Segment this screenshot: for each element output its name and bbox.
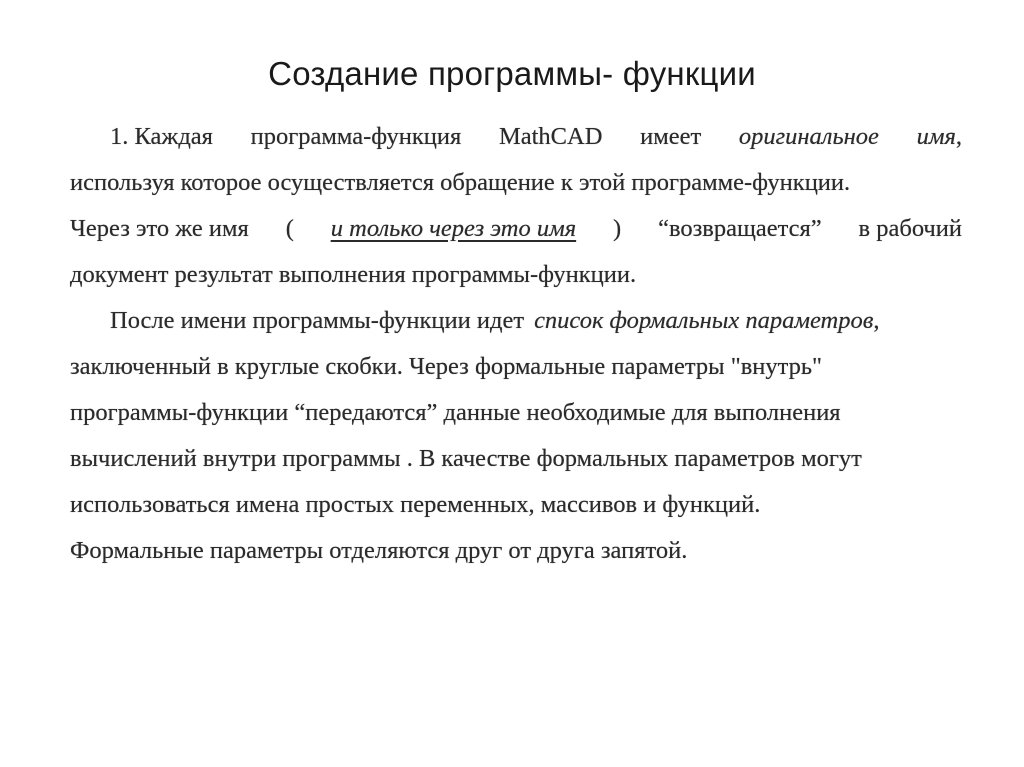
italic-term: оригинальное bbox=[738, 123, 879, 150]
text-line bbox=[70, 528, 962, 574]
text-fragment: , bbox=[873, 307, 880, 334]
text-fragment: ) bbox=[613, 215, 622, 242]
text-fragment: После имени программы-функции идет bbox=[110, 307, 525, 334]
text-fragment: “возвращается” bbox=[658, 215, 822, 242]
text-line bbox=[70, 252, 962, 298]
text-fragment: использоваться имена простых переменных, массивов и функций. bbox=[70, 491, 761, 518]
italic-term: список формальных параметров bbox=[534, 307, 874, 334]
text-line bbox=[70, 390, 962, 436]
text-fragment: имеет bbox=[640, 123, 702, 150]
italic-term-group bbox=[917, 114, 962, 160]
text-fragment: ( bbox=[285, 215, 294, 242]
text-fragment: вычислений внутри программы . В качестве формальных параметров могут bbox=[70, 445, 862, 472]
text-line bbox=[70, 436, 962, 482]
text-line bbox=[70, 482, 962, 528]
text-fragment: Формальные параметры отделяются друг от друга запятой. bbox=[70, 537, 688, 564]
text-fragment: используя которое осуществляется обращение к этой программе-функции. bbox=[70, 169, 851, 196]
text-fragment: программы-функции “передаются” данные необходимые для выполнения bbox=[70, 399, 841, 426]
text-fragment: программа-функция bbox=[250, 123, 462, 150]
text-fragment: 1. Каждая bbox=[110, 123, 213, 150]
text-fragment: в рабочий bbox=[858, 215, 962, 242]
slide-title: Создание программы- функции bbox=[268, 55, 756, 92]
scanned-text-image bbox=[58, 100, 968, 565]
text-fragment: документ результат выполнения программы-функции. bbox=[70, 261, 637, 288]
text-line bbox=[70, 114, 962, 160]
text-fragment: Через это же имя bbox=[70, 215, 249, 242]
text-fragment: MathCAD bbox=[498, 123, 603, 150]
text-fragment: , bbox=[955, 123, 962, 150]
text-line bbox=[70, 298, 962, 344]
italic-term: имя bbox=[916, 123, 956, 150]
underlined-italic-phrase: и только через это имя bbox=[330, 215, 577, 242]
text-line bbox=[70, 344, 962, 390]
text-line bbox=[70, 160, 962, 206]
text-fragment: заключенный в круглые скобки. Через формальные параметры "внутрь" bbox=[70, 353, 823, 380]
text-line bbox=[70, 206, 962, 252]
